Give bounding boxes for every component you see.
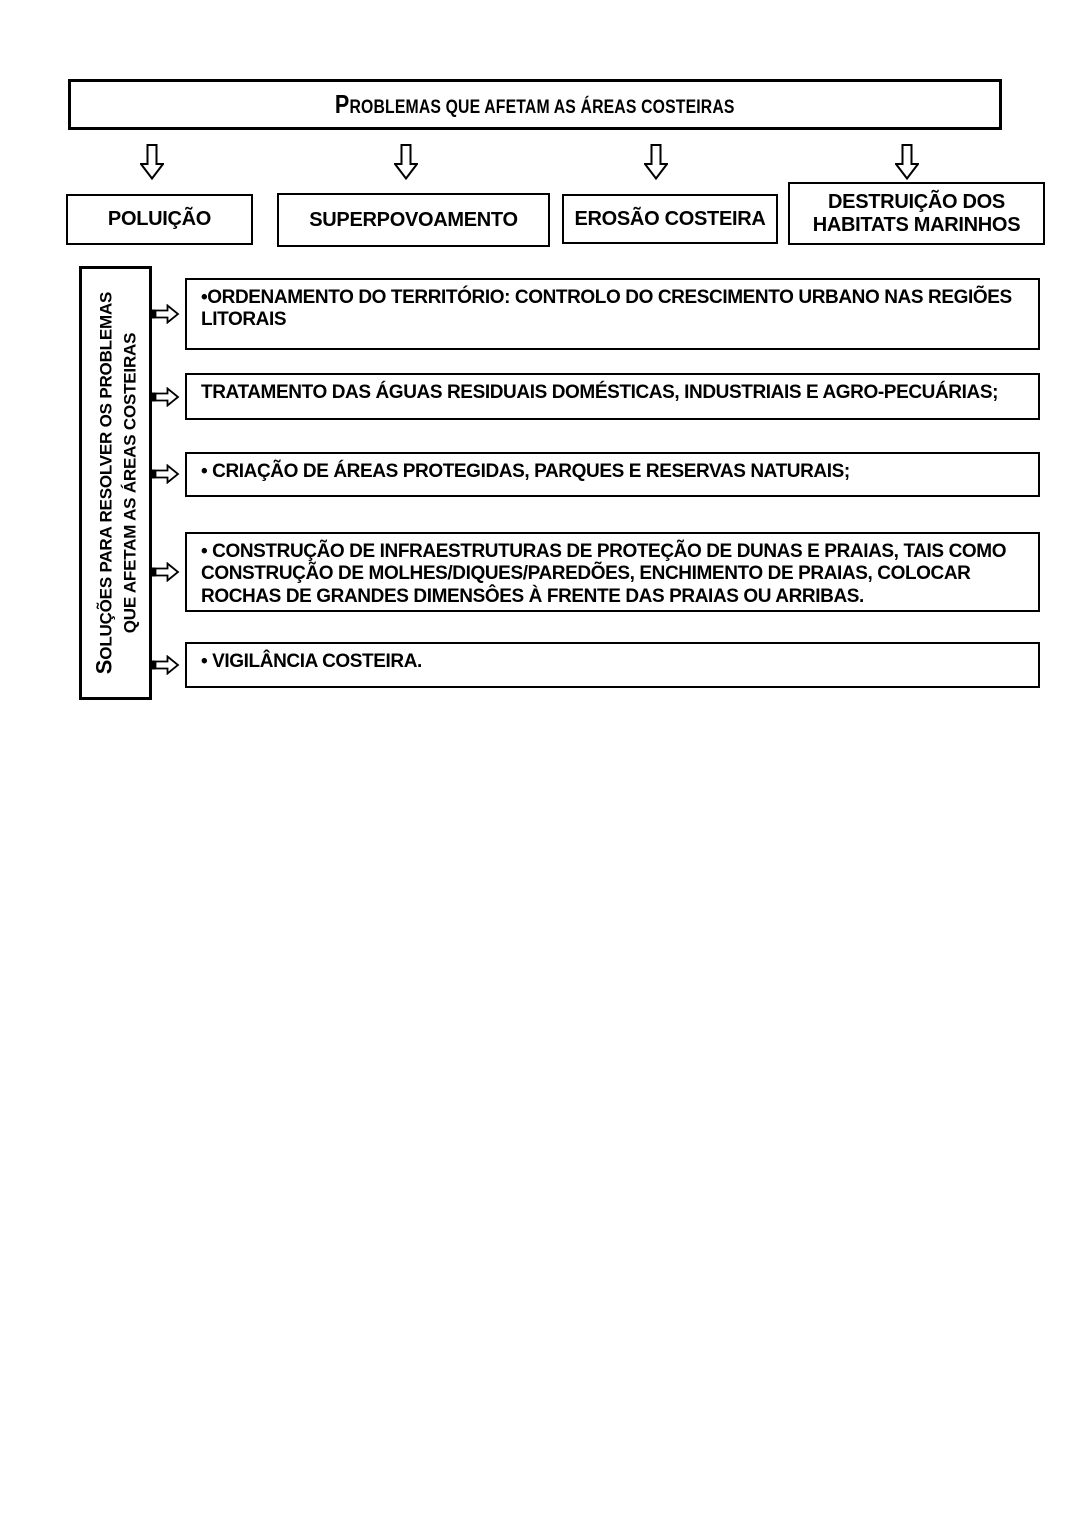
solution-box-tratamento-aguas: [185, 373, 1040, 420]
right-arrow-icon: [149, 562, 180, 582]
right-arrow-icon: [149, 304, 180, 324]
down-arrow-icon: [895, 144, 919, 180]
down-arrow-icon: [394, 144, 418, 180]
down-arrow-icon: [140, 144, 164, 180]
solution-text: • CRIAÇÃO DE ÁREAS PROTEGIDAS, PARQUES E RESERVAS NATURAIS;: [201, 461, 850, 482]
solutions-panel-line1-rest: OLUÇÕES PARA RESOLVER OS PROBLEMAS: [96, 291, 116, 660]
problem-box-destruicao-habitats: [788, 182, 1045, 245]
solution-box-infraestruturas-protecao: [185, 532, 1040, 612]
solution-text: •ORDENAMENTO DO TERRITÓRIO: CONTROLO DO CRESCIMENTO URBANO NAS REGIÕES LITORAIS: [201, 287, 1012, 331]
solutions-panel-line2: QUE AFETAM AS ÁREAS COSTEIRAS: [119, 332, 139, 634]
right-arrow-icon: [149, 387, 180, 407]
solutions-panel-lead: S: [91, 659, 117, 675]
problem-box-poluicao: [66, 194, 253, 245]
problem-box-superpovoamento: [277, 193, 550, 247]
solutions-panel-title: [79, 266, 152, 700]
right-arrow-icon: [149, 464, 180, 484]
solutions-panel-line1: [90, 292, 119, 674]
solutions-panel-box: [79, 266, 152, 700]
problem-box-erosao-costeira: [562, 194, 778, 244]
problem-label: POLUIÇÃO: [107, 208, 212, 230]
page-title-rest: ROBLEMAS QUE AFETAM AS ÁREAS COSTEIRAS: [349, 97, 735, 118]
problem-label: EROSÃO COSTEIRA: [574, 207, 766, 230]
page-title: [335, 89, 735, 120]
title-box: [68, 79, 1002, 130]
problem-label: SUPERPOVOAMENTO: [309, 208, 518, 231]
solution-text: TRATAMENTO DAS ÁGUAS RESIDUAIS DOMÉSTICAS, INDUSTRIAIS E AGRO-PECUÁRIAS;: [201, 382, 999, 403]
problem-label: DESTRUIÇÃO DOS HABITATS MARINHOS: [812, 190, 1021, 236]
solution-box-vigilancia-costeira: [185, 642, 1040, 688]
right-arrow-icon: [149, 655, 180, 675]
solution-box-ordenamento-territorio: [185, 278, 1040, 350]
solution-box-areas-protegidas: [185, 452, 1040, 497]
solution-text: • VIGILÂNCIA COSTEIRA.: [201, 651, 422, 672]
down-arrow-icon: [644, 144, 668, 180]
solution-text: • CONSTRUÇÃO DE INFRAESTRUTURAS DE PROTEÇÃO DE DUNAS E PRAIAS, TAIS COMO CONSTRUÇÃO DE MOLHES/DIQUES/PAREDÕES, ENCHIMENTO DE PRAIAS, COLOCAR ROCHAS DE GRANDES DIMENSÔES À FRENTE DAS PRAIAS OU ARRIBAS.: [201, 541, 1007, 607]
page-title-lead: P: [335, 89, 350, 119]
